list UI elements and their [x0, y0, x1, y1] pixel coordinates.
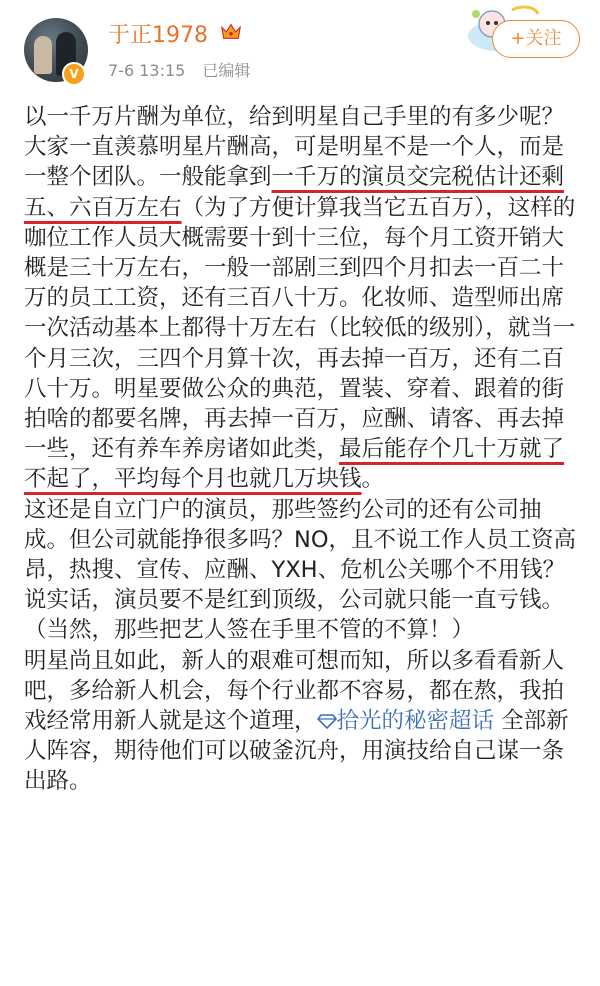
post-time: 7-6 13:15 [108, 61, 186, 80]
paragraph-text: 这还是自立门户的演员，那些签约公司的还有公司抽成。但公司就能挣很多吗？NO，且不说工作人员工资高昂，热搜、宣传、应酬、YXH、危机公关哪个不用钱？说实话，演员要不是红到顶级，公司就只能一直亏钱。（当然，那些把艺人签在手里不管的不算！） [24, 496, 577, 644]
paragraph-3 [24, 495, 580, 646]
edited-label: 已编辑 [202, 61, 251, 80]
crown-icon [220, 20, 242, 42]
paragraph-text: 明星尚且如此，新人的艰难可想而知，所以多看看新人吧，多给新人机会，每个行业都不容易，都在熬，我拍戏经常用新人就是这个道理， [24, 647, 565, 735]
post-body [24, 102, 580, 797]
paragraph-text: 。 [361, 466, 385, 493]
topic-link-label: 拾光的秘密超话 [336, 708, 495, 735]
paragraph-text: 全部新人阵容，期待他们可以破釜沉舟，用演技给自己谋一条出路。 [24, 708, 569, 795]
paragraph-text: 以一千万片酬为单位，给到明星自己手里的有多少呢？ [24, 104, 565, 130]
paragraph-4 [24, 646, 580, 797]
paragraph-1 [24, 102, 580, 132]
highlight-underline-text: 一千万的演员交完税估计还剩五、六百万左右 [24, 164, 565, 221]
paragraph-2 [24, 132, 580, 494]
follow-button-label: +关注 [510, 28, 562, 49]
username[interactable]: 于正1978 [108, 23, 208, 48]
post-meta [108, 58, 250, 81]
topic-link[interactable] [317, 708, 495, 734]
paragraph-text: 大家一直羡慕明星片酬高，可是明星不是一个人，而是一整个团队。一般能拿到 [24, 134, 565, 191]
paragraph-text: （为了方便计算我当它五百万），这样的咖位工作人员大概需要十到十三位，每个月工资开销大概是三十万左右，一般一部剧三到四个月扣去一百二十万的员工工资，还有三百八十万。化妆师、造型师出席一次活动基本上都得十万左右（比较低的级别），就当一个月三次，三四个月算十次，再去掉一百万，还有二百八十万。明星要做公众的典范，置装、穿着、跟着的街拍啥的都要名牌，再去掉一百万，应酬、请客、再去掉一些，还有养车养房诸如此类， [24, 194, 576, 463]
verified-badge-icon: V [62, 62, 86, 86]
avatar-figure [34, 36, 52, 74]
highlight-underline-text: 最后能存个几十万就了不起了，平均每个月也就几万块钱 [24, 436, 565, 493]
post-header [0, 0, 600, 100]
topic-diamond-icon [317, 713, 337, 729]
follow-button[interactable] [492, 20, 580, 58]
